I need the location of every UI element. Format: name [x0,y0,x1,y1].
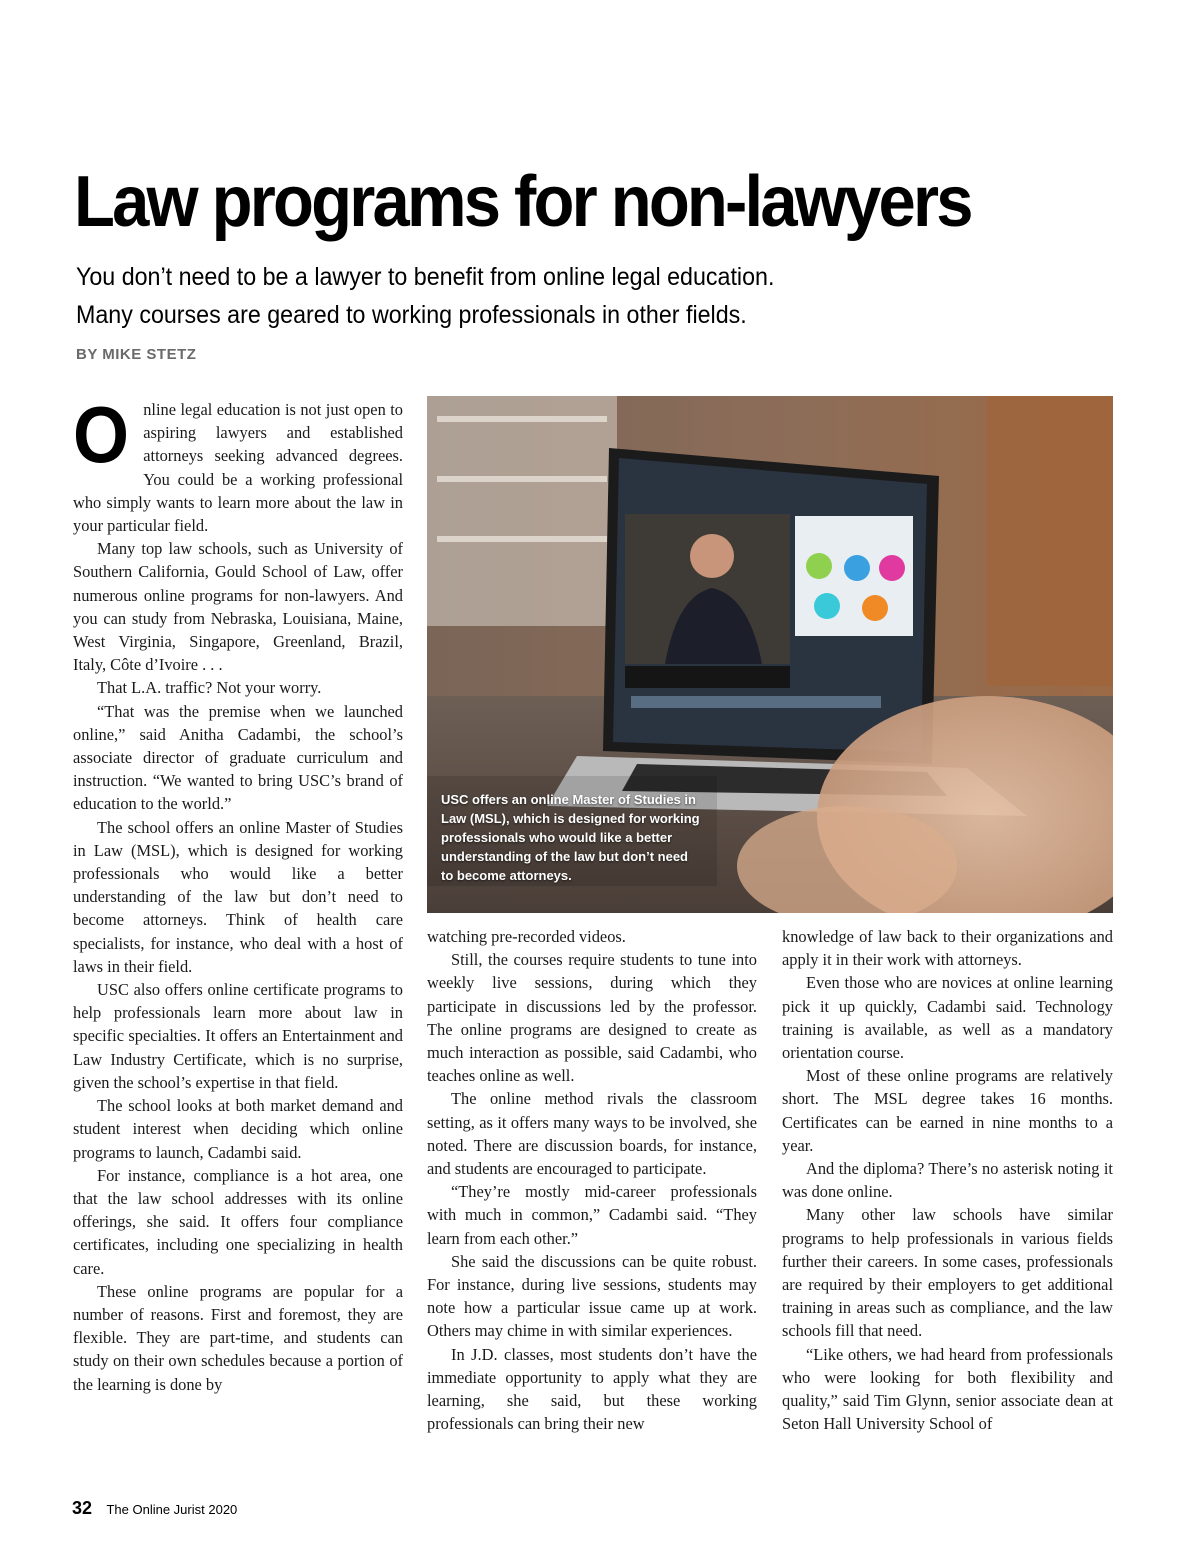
headline: Law programs for non-lawyers [74,162,971,242]
article-paragraph: The school looks at both market demand and student interest when deciding which online programs to launch, Cadambi said. [73,1096,403,1162]
publication-name: The Online Jurist 2020 [106,1502,238,1517]
article-photo [427,396,1113,913]
article-paragraph: Most of these online programs are relatively short. The MSL degree takes 16 months. Certificates can be earned in nine months to a year. [782,1066,1113,1155]
article-column-2 [427,925,757,1476]
article-paragraph: And the diploma? There’s no asterisk noting it was done online. [782,1159,1113,1202]
article-column-1 [73,398,403,1476]
article-paragraph: USC also offers online certificate programs to help professionals learn more about law in specific specialties. It offers an Entertainment and Law Industry Certificate, which is no surprise, given the school’s expertise in that field. [73,980,403,1092]
byline: BY MIKE STETZ [76,346,197,363]
dek-line: Many courses are geared to working professionals in other fields. [76,301,747,329]
paragraph-text: nline legal education is not just open to aspiring lawyers and established attorneys seeking advanced degrees. You could be a working professional who simply wants to learn more about the law in your particular field. [73,400,403,536]
dek [76,258,1006,334]
article-paragraph: “They’re mostly mid-career professionals with much in common,” Cadambi said. “They learn from each other.” [427,1182,757,1248]
page-number: 32 [72,1498,93,1518]
article-paragraph: That L.A. traffic? Not your worry. [97,678,322,698]
article-paragraph: Even those who are novices at online learning pick it up quickly, Cadambi said. Technology training is available, as well as a mandatory orientation course. [782,973,1113,1063]
article-column-3 [782,925,1113,1476]
article-paragraph: For instance, compliance is a hot area, one that the law school addresses with its online offerings, she said. It offers four compliance certificates, including one specializing in health care. [73,1165,403,1278]
page-footer [72,1498,237,1519]
article-paragraph: watching pre-recorded videos. [427,927,626,946]
article-paragraph: “Like others, we had heard from professionals who were looking for both flexibility and quality,” said Tim Glynn, senior associate dean at Seton Hall University School of [782,1344,1113,1434]
article-paragraph: The school offers an online Master of Studies in Law (MSL), which is designed for working professionals who would like a better understanding of the law but don’t need to become attorneys. Think of health care specialists, for instance, who deal with a host of laws in their field. [73,817,403,976]
article-paragraph: Still, the courses require students to tune into weekly live sessions, during which they participate in discussions led by the professor. The online programs are designed to create as much interaction as possible, said Cadambi, who teaches online as well. [427,950,757,1086]
drop-cap: O [73,398,130,479]
article-paragraph: knowledge of law back to their organizations and apply it in their work with attorneys. [782,927,1113,970]
article-paragraph [73,398,403,537]
photo-caption: USC offers an online Master of Studies in Law (MSL), which is designed for working professionals who would like a better understanding of the law but don’t need to become attorneys. [441,792,700,883]
article-paragraph: In J.D. classes, most students don’t have the immediate opportunity to apply what they are learning, she said, but these working professionals can bring their new [427,1344,757,1434]
dek-line: You don’t need to be a lawyer to benefit from online legal education. [76,263,775,291]
article-paragraph: She said the discussions can be quite robust. For instance, during live sessions, students may note how a particular issue came up at work. Others may chime in with similar experiences. [427,1251,757,1341]
article-paragraph: Many top law schools, such as University of Southern California, Gould School of Law, offer numerous online programs for non-lawyers. And you can study from Nebraska, Louisiana, Maine, West Virginia, Singapore, Greenland, Brazil, Italy, Côte d’Ivoire . . . [73,539,403,675]
article-paragraph: “That was the premise when we launched online,” said Anitha Cadambi, the school’s associate director of graduate curriculum and instruction. “We wanted to bring USC’s brand of education to the world.” [73,701,403,814]
article-paragraph: Many other law schools have similar programs to help professionals in various fields further their careers. In some cases, professionals are required by their employers to get additional training in areas such as compliance, and the law schools fill that need. [782,1205,1113,1341]
article-paragraph: These online programs are popular for a number of reasons. First and foremost, they are flexible. They are part-time, and students can study on their own schedules because a portion of the learning is done by [73,1281,403,1394]
article-paragraph: The online method rivals the classroom setting, as it offers many ways to be involved, she noted. There are discussion boards, for instance, and students are encouraged to participate. [427,1089,757,1179]
